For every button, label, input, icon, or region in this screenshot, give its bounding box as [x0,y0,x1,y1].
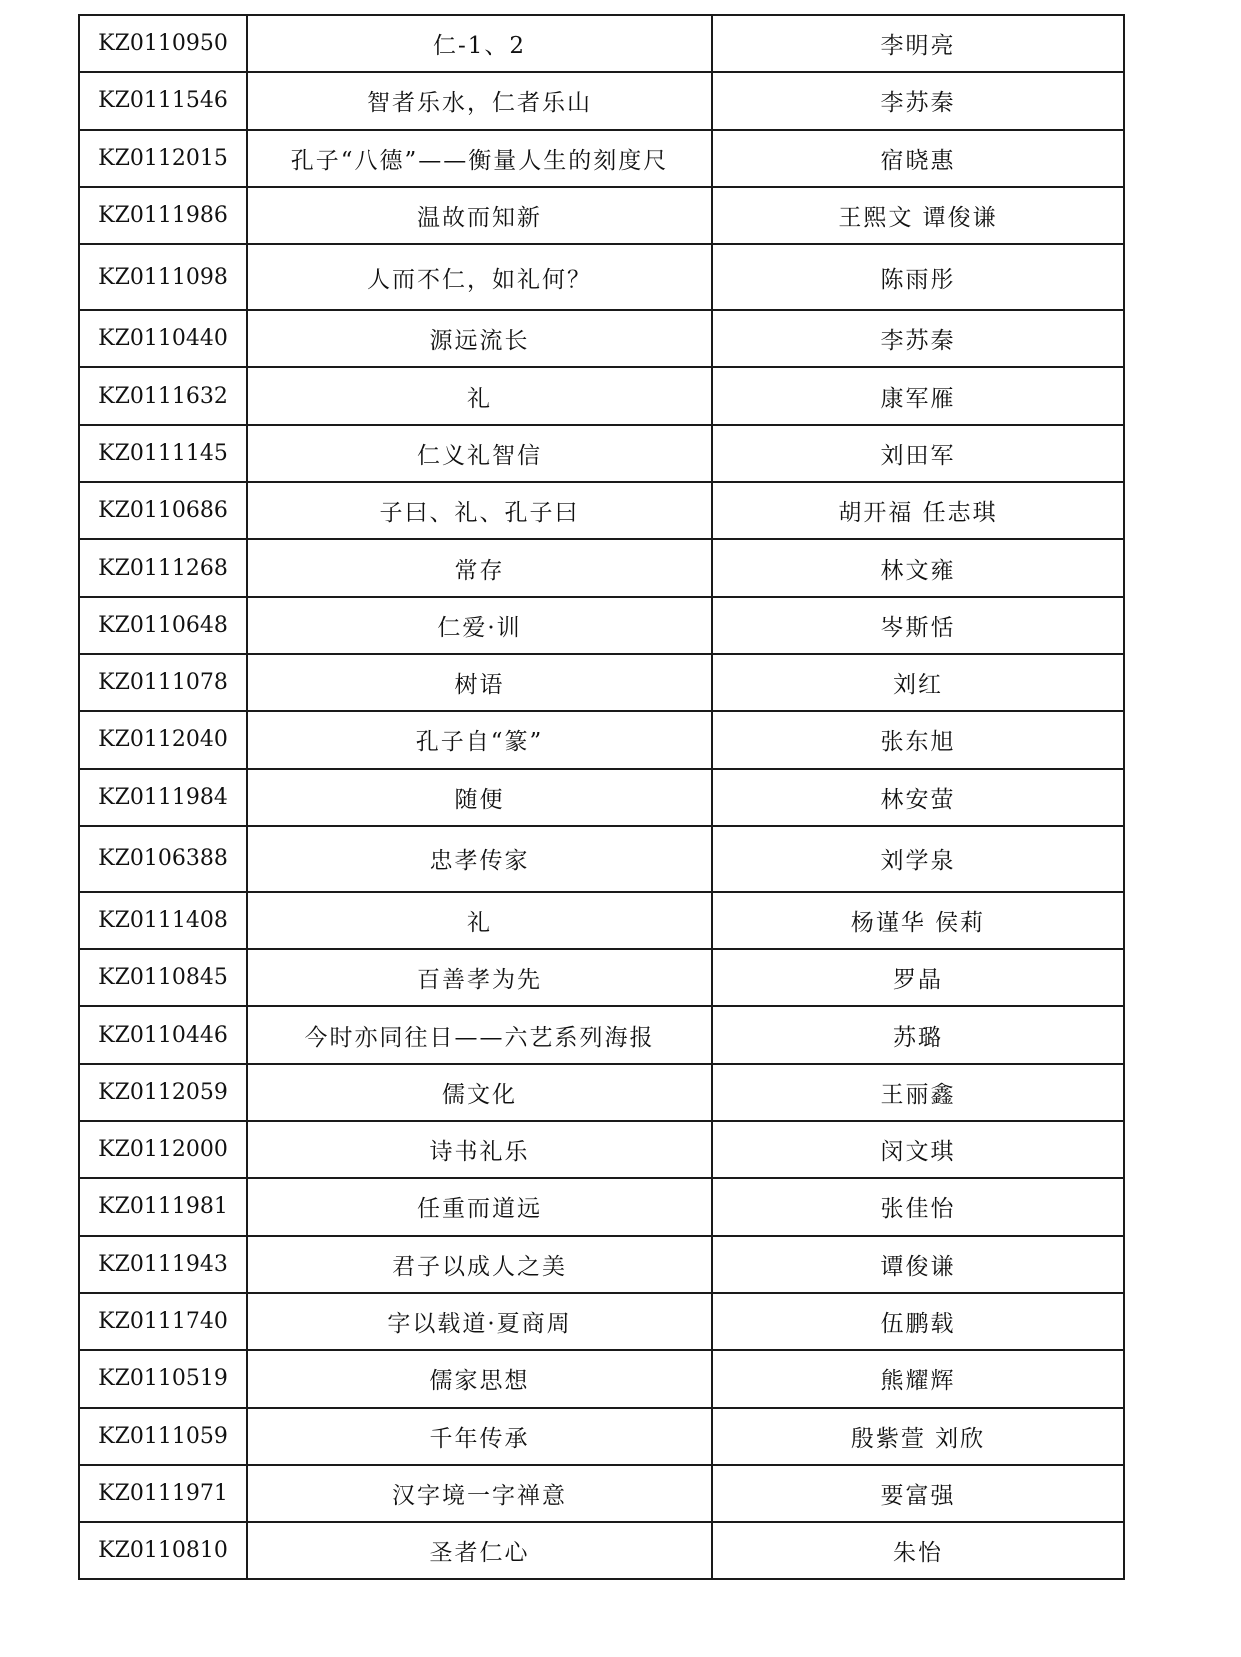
entry-id: KZ0111059 [79,1408,247,1465]
entry-id: KZ0111632 [79,367,247,424]
entry-author: 熊耀辉 [712,1350,1124,1407]
entry-id: KZ0111078 [79,654,247,711]
entry-title: 君子以成人之美 [247,1236,712,1293]
entry-title: 儒家思想 [247,1350,712,1407]
entry-author: 康军雁 [712,367,1124,424]
entry-title: 千年传承 [247,1408,712,1465]
entry-id: KZ0111971 [79,1465,247,1522]
entry-id: KZ0112040 [79,711,247,768]
entry-author: 李苏秦 [712,310,1124,367]
entry-title: 常存 [247,539,712,596]
entry-title: 今时亦同往日——六艺系列海报 [247,1006,712,1063]
entry-author: 杨谨华 侯莉 [712,892,1124,949]
table-row [79,244,1124,310]
entry-author: 李苏秦 [712,72,1124,129]
entry-author: 闵文琪 [712,1121,1124,1178]
entry-id: KZ0112015 [79,130,247,187]
entry-id: KZ0111984 [79,769,247,826]
table-row [79,654,1124,711]
entry-title: 百善孝为先 [247,949,712,1006]
table-row [79,597,1124,654]
entry-author: 胡开福 任志琪 [712,482,1124,539]
entry-author: 岑斯恬 [712,597,1124,654]
entry-author: 张东旭 [712,711,1124,768]
entry-author: 伍鹏载 [712,1293,1124,1350]
entry-author: 苏璐 [712,1006,1124,1063]
entry-author: 王丽鑫 [712,1064,1124,1121]
entry-id: KZ0110519 [79,1350,247,1407]
table-row [79,425,1124,482]
table-row [79,367,1124,424]
entry-title: 孔子“八德”——衡量人生的刻度尺 [247,130,712,187]
table-row [79,1293,1124,1350]
table-row [79,1064,1124,1121]
entry-author: 朱怡 [712,1522,1124,1579]
entry-id: KZ0111546 [79,72,247,129]
entry-id: KZ0110845 [79,949,247,1006]
table-row [79,949,1124,1006]
entry-author: 刘田军 [712,425,1124,482]
entry-author: 张佳怡 [712,1178,1124,1235]
entry-title: 孔子自“篆” [247,711,712,768]
entry-title: 礼 [247,892,712,949]
entry-author: 刘红 [712,654,1124,711]
table-row [79,1178,1124,1235]
entry-title: 温故而知新 [247,187,712,244]
entry-author: 李明亮 [712,15,1124,72]
table-row [79,72,1124,129]
table-row [79,769,1124,826]
entry-id: KZ0111740 [79,1293,247,1350]
entry-title: 树语 [247,654,712,711]
entry-id: KZ0111098 [79,244,247,310]
table-row [79,1408,1124,1465]
entry-title: 仁-1、2 [247,15,712,72]
entry-title: 人而不仁，如礼何？ [247,244,712,310]
entry-id: KZ0111986 [79,187,247,244]
table-row [79,1121,1124,1178]
entry-title: 儒文化 [247,1064,712,1121]
table-row [79,310,1124,367]
table-row [79,1465,1124,1522]
entry-id: KZ0106388 [79,826,247,892]
entry-id: KZ0111981 [79,1178,247,1235]
entry-id: KZ0110440 [79,310,247,367]
table-row [79,130,1124,187]
entry-title: 随便 [247,769,712,826]
entry-author: 殷紫萱 刘欣 [712,1408,1124,1465]
entry-id: KZ0112000 [79,1121,247,1178]
entry-id: KZ0110810 [79,1522,247,1579]
table-row [79,1006,1124,1063]
entry-title: 礼 [247,367,712,424]
table-row [79,187,1124,244]
table-row [79,539,1124,596]
entry-title: 仁爱·训 [247,597,712,654]
entry-id: KZ0110648 [79,597,247,654]
table-row [79,1522,1124,1579]
entry-id: KZ0110950 [79,15,247,72]
table-row [79,826,1124,892]
table-row [79,1350,1124,1407]
entry-author: 罗晶 [712,949,1124,1006]
entry-author: 刘学泉 [712,826,1124,892]
entry-author: 谭俊谦 [712,1236,1124,1293]
entry-title: 源远流长 [247,310,712,367]
entry-author: 王熙文 谭俊谦 [712,187,1124,244]
entry-title: 智者乐水，仁者乐山 [247,72,712,129]
entry-title: 子曰、礼、孔子曰 [247,482,712,539]
entries-table [78,14,1125,1580]
entry-title: 任重而道远 [247,1178,712,1235]
entry-author: 陈雨彤 [712,244,1124,310]
entry-id: KZ0110686 [79,482,247,539]
entry-author: 宿晓惠 [712,130,1124,187]
entry-title: 字以载道·夏商周 [247,1293,712,1350]
entry-author: 林文雍 [712,539,1124,596]
entry-id: KZ0111408 [79,892,247,949]
entry-id: KZ0111943 [79,1236,247,1293]
table-row [79,711,1124,768]
table-row [79,892,1124,949]
table-row [79,15,1124,72]
entry-id: KZ0110446 [79,1006,247,1063]
entry-id: KZ0111268 [79,539,247,596]
entry-author: 林安萤 [712,769,1124,826]
entry-id: KZ0112059 [79,1064,247,1121]
entry-id: KZ0111145 [79,425,247,482]
entry-title: 仁义礼智信 [247,425,712,482]
entry-title: 汉字境一字禅意 [247,1465,712,1522]
entry-title: 诗书礼乐 [247,1121,712,1178]
table-row [79,1236,1124,1293]
entry-title: 圣者仁心 [247,1522,712,1579]
entries-table-body [79,15,1124,1579]
entry-title: 忠孝传家 [247,826,712,892]
entry-author: 要富强 [712,1465,1124,1522]
table-row [79,482,1124,539]
